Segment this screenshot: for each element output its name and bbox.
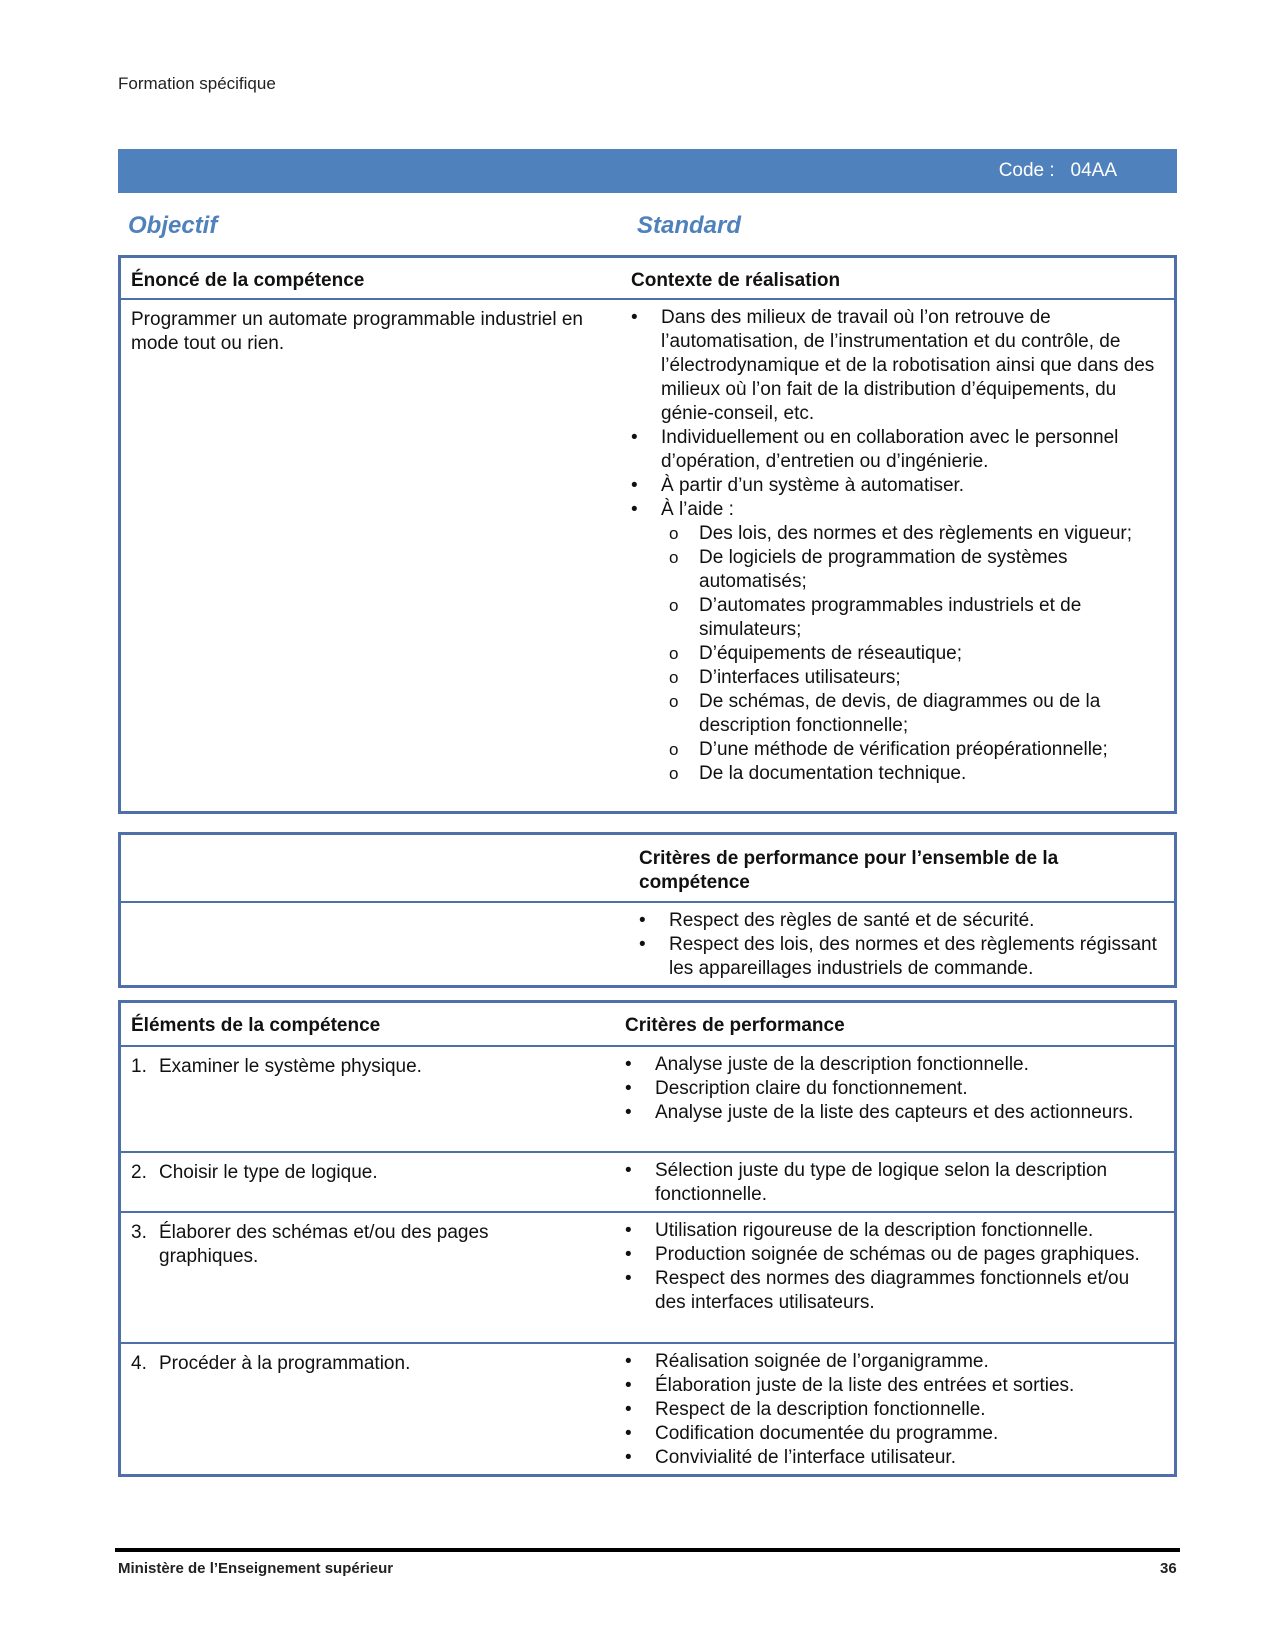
elements-header: Éléments de la compétence (131, 1015, 381, 1036)
criteres-cell (625, 1212, 1176, 1343)
list-item: • Réalisation soignée de l’organigramme. (625, 1350, 1164, 1374)
list-item: • Analyse juste de la description fonctionnelle. (625, 1053, 1164, 1077)
elements-table (118, 1000, 1177, 1477)
enonce-text: Programmer un automate programmable industriel en mode tout ou rien. (131, 308, 583, 354)
objectif-title: Objectif (128, 212, 218, 239)
list-item: • Description claire du fonctionnement. (625, 1077, 1164, 1101)
aide-list (631, 522, 1164, 786)
criteres-ensemble-table (118, 832, 1177, 988)
criteres-ensemble-list (639, 909, 1164, 981)
page-header: Formation spécifique (118, 74, 276, 93)
list-item: o De logiciels de programmation de systèmes automatisés; (669, 546, 1164, 594)
page-number: 36 (1160, 1560, 1177, 1577)
element-item: 2. Choisir le type de logique. (131, 1161, 378, 1183)
footer-rule (115, 1548, 1180, 1552)
criteres-ensemble-header: Critères de performance pour l’ensemble de la compétence (639, 848, 1059, 893)
list-item: o Des lois, des normes et des règlements en vigueur; (669, 522, 1164, 546)
code-value: 04AA (1070, 160, 1117, 181)
element-item: 4. Procéder à la programmation. (131, 1352, 411, 1374)
list-item: • Dans des milieux de travail où l’on retrouve de l’automatisation, de l’instrumentation et du contrôle, de l’électrodynamique et de la robotisation ainsi que dans des milieux où l’on fait de la distribution d’équipements, du génie-conseil, etc. (631, 306, 1164, 426)
element-cell (120, 1046, 626, 1152)
list-item: o De la documentation technique. (669, 762, 1164, 786)
footer-ministry: Ministère de l’Enseignement supérieur (118, 1560, 394, 1577)
list-item: o De schémas, de devis, de diagrammes ou de la description fonctionnelle; (669, 690, 1164, 738)
list-item: o D’interfaces utilisateurs; (669, 666, 1164, 690)
list-item: • Respect de la description fonctionnelle. (625, 1398, 1164, 1422)
element-cell (120, 1212, 626, 1343)
element-cell (120, 1343, 626, 1476)
list-item: • Élaboration juste de la liste des entrées et sorties. (625, 1374, 1164, 1398)
element-item: 3. Élaborer des schémas et/ou des pages graphiques. (131, 1221, 489, 1267)
competence-table (118, 255, 1177, 814)
list-item: o D’une méthode de vérification préopérationnelle; (669, 738, 1164, 762)
criteres-cell (625, 1343, 1176, 1476)
enonce-header: Énoncé de la compétence (131, 270, 365, 291)
list-item: • Codification documentée du programme. (625, 1422, 1164, 1446)
standard-title: Standard (637, 212, 742, 239)
element-item: 1. Examiner le système physique. (131, 1055, 422, 1077)
list-item: • Respect des règles de santé et de sécurité. (639, 909, 1164, 933)
criteres-ensemble-cell (639, 902, 1176, 987)
list-item: • Individuellement ou en collaboration avec le personnel d’opération, d’entretien ou d’ingénierie. (631, 426, 1164, 474)
contexte-cell (631, 299, 1176, 813)
list-item: • Convivialité de l’interface utilisateur. (625, 1446, 1164, 1470)
list-item: • Respect des lois, des normes et des règlements régissant les appareillages industriels de commande. (639, 933, 1164, 981)
list-item: • À partir d’un système à automatiser. (631, 474, 1164, 498)
contexte-list (631, 306, 1164, 786)
criteres-header: Critères de performance (625, 1015, 845, 1036)
criteres-cell (625, 1046, 1176, 1152)
list-item: • À l’aide : o Des lois, des normes et des règlements en vigueur; o De logiciels de programmation de systèmes automatisés; o D’automates programmables industriels et de simulateurs; o D’équipements de réseautique; o D’interfaces utilisateurs; o De schémas, de devis, de diagrammes ou de la description fonctionnelle; o D’une méthode de vérification préopérationnelle; o De la documentation technique. (631, 498, 1164, 786)
criteres-cell (625, 1152, 1176, 1212)
element-cell (120, 1152, 626, 1212)
contexte-header: Contexte de réalisation (631, 270, 841, 291)
list-item: o D’équipements de réseautique; (669, 642, 1164, 666)
list-item: • Utilisation rigoureuse de la description fonctionnelle. (625, 1219, 1164, 1243)
list-item: o D’automates programmables industriels et de simulateurs; (669, 594, 1164, 642)
code-bar (118, 149, 1177, 193)
code-label: Code : (998, 160, 1055, 181)
list-item: • Respect des normes des diagrammes fonctionnels et/ou des interfaces utilisateurs. (625, 1267, 1164, 1315)
list-item: • Production soignée de schémas ou de pages graphiques. (625, 1243, 1164, 1267)
competency-code (999, 160, 1117, 182)
list-item: • Sélection juste du type de logique selon la description fonctionnelle. (625, 1159, 1164, 1207)
list-item: • Analyse juste de la liste des capteurs et des actionneurs. (625, 1101, 1164, 1125)
